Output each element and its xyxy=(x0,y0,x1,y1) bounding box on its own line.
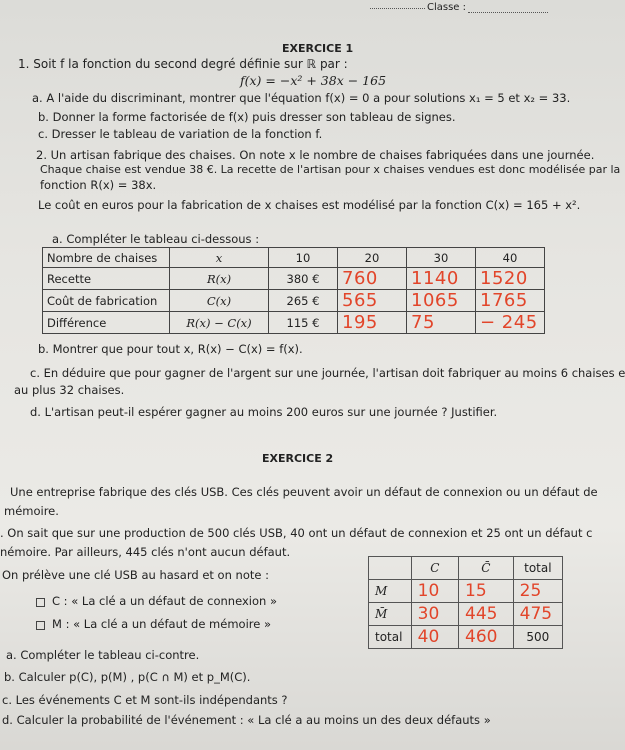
event-m-bullet xyxy=(36,621,45,630)
row-label: Nombre de chaises xyxy=(43,248,170,268)
handwritten-cell: 15 xyxy=(459,580,514,603)
ex1-q2a: a. Compléter le tableau ci-dessous : xyxy=(52,232,260,246)
ex2-title: EXERCICE 2 xyxy=(262,452,334,465)
handwritten-cell: 75 xyxy=(407,312,476,334)
table-cell: 10 xyxy=(269,248,338,268)
table-row xyxy=(43,290,545,312)
header-cell: total xyxy=(513,557,562,580)
row-label: M̄ xyxy=(369,603,412,626)
header-cell xyxy=(369,557,412,580)
handwritten-cell: 475 xyxy=(513,603,562,626)
ex2-intro-line2: mémoire. xyxy=(4,504,59,518)
ex1-q1b: b. Donner la forme factorisée de f(x) puis dresser son tableau de signes. xyxy=(38,110,456,124)
ex1-q2d: d. L'artisan peut-il espérer gagner au moins 200 euros sur une journée ? Justifier. xyxy=(30,405,498,419)
handwritten-cell: 1765 xyxy=(476,290,545,312)
header-cell: C̄ xyxy=(459,557,514,580)
table-header-row xyxy=(369,557,563,580)
ex1-q1a: a. A l'aide du discriminant, montrer que l'équation f(x) = 0 a pour solutions x₁ = 5 et x₂ = 33. xyxy=(32,91,571,105)
ex1-q2c-line1: c. En déduire que pour gagner de l'argent sur une journée, l'artisan doit fabriquer au moins 6 chaises e xyxy=(30,366,625,380)
row-label: Différence xyxy=(43,312,170,334)
header-cell: C xyxy=(411,557,458,580)
event-m-definition: M : « La clé a un défaut de mémoire » xyxy=(52,617,271,631)
handwritten-cell: 760 xyxy=(338,268,407,290)
handwritten-cell: 460 xyxy=(459,626,514,649)
handwritten-cell: 1140 xyxy=(407,268,476,290)
usb-contingency-table xyxy=(368,556,563,649)
event-c-definition: C : « La clé a un défaut de connexion » xyxy=(52,594,277,608)
chairs-table xyxy=(42,247,545,334)
table-row xyxy=(369,626,563,649)
table-row xyxy=(43,268,545,290)
handwritten-cell: − 245 xyxy=(476,312,545,334)
row-label: Coût de fabrication xyxy=(43,290,170,312)
table-cell: 500 xyxy=(513,626,562,649)
table-row xyxy=(369,580,563,603)
table-cell: 20 xyxy=(338,248,407,268)
ex1-q2b: b. Montrer que pour tout x, R(x) − C(x) = f(x). xyxy=(38,342,303,356)
ex2-p2: On prélève une clé USB au hasard et on note : xyxy=(2,568,269,582)
ex1-q2-line4: Le coût en euros pour la fabrication de x chaises est modélisé par la fonction C(x) = 165 + x². xyxy=(38,198,581,212)
row-label: Recette xyxy=(43,268,170,290)
ex1-q1: 1. Soit f la fonction du second degré définie sur ℝ par : xyxy=(18,57,348,71)
row-symbol: R(x) − C(x) xyxy=(170,312,269,334)
event-c-bullet xyxy=(36,598,45,607)
table-row xyxy=(369,603,563,626)
table-cell: 30 xyxy=(407,248,476,268)
handwritten-cell: 565 xyxy=(338,290,407,312)
classe-label: Classe : xyxy=(427,2,467,13)
handwritten-cell: 40 xyxy=(411,626,458,649)
handwritten-cell: 1065 xyxy=(407,290,476,312)
classe-line xyxy=(468,12,548,13)
ex2-p1-line1: . On sait que sur une production de 500 clés USB, 40 ont un défaut de connexion et 25 ont un défaut c xyxy=(0,526,593,540)
ex2-qc: c. Les événements C et M sont-ils indépendants ? xyxy=(2,693,288,707)
handwritten-cell: 195 xyxy=(338,312,407,334)
ex1-f-definition: f(x) = −x² + 38x − 165 xyxy=(240,73,387,88)
handwritten-cell: 25 xyxy=(513,580,562,603)
table-row xyxy=(43,312,545,334)
table-cell: 380 € xyxy=(269,268,338,290)
row-label: M xyxy=(369,580,412,603)
handwritten-cell: 445 xyxy=(459,603,514,626)
ex1-q2-line3: fonction R(x) = 38x. xyxy=(40,178,157,192)
ex1-q2-line1: 2. Un artisan fabrique des chaises. On note x le nombre de chaises fabriquées dans une journée. xyxy=(36,148,595,162)
ex1-q2c-line2: au plus 32 chaises. xyxy=(14,383,125,397)
row-label: total xyxy=(369,626,412,649)
handwritten-cell: 10 xyxy=(411,580,458,603)
row-symbol: C(x) xyxy=(170,290,269,312)
handwritten-cell: 1520 xyxy=(476,268,545,290)
ex2-qb: b. Calculer p(C), p(M) , p(C ∩ M) et p_M(C). xyxy=(4,670,251,684)
ex2-p1-line2: némoire. Par ailleurs, 445 clés n'ont aucun défaut. xyxy=(0,545,291,559)
table-cell: 265 € xyxy=(269,290,338,312)
ex1-title: EXERCICE 1 xyxy=(282,42,354,55)
table-row xyxy=(43,248,545,268)
ex1-q1c: c. Dresser le tableau de variation de la fonction f. xyxy=(38,127,323,141)
row-symbol: R(x) xyxy=(170,268,269,290)
header-dotted-line xyxy=(370,8,425,9)
table-cell: 115 € xyxy=(269,312,338,334)
ex2-qd: d. Calculer la probabilité de l'événement : « La clé a au moins un des deux défauts » xyxy=(2,713,491,727)
ex2-qa: a. Compléter le tableau ci-contre. xyxy=(6,648,200,662)
ex1-q2-line2: Chaque chaise est vendue 38 €. La recette de l'artisan pour x chaises vendues est donc modélisée par la xyxy=(40,163,621,176)
table-cell: 40 xyxy=(476,248,545,268)
handwritten-cell: 30 xyxy=(411,603,458,626)
row-symbol: x xyxy=(170,248,269,268)
ex2-intro-line1: Une entreprise fabrique des clés USB. Ces clés peuvent avoir un défaut de connexion ou un défaut de xyxy=(10,485,598,499)
